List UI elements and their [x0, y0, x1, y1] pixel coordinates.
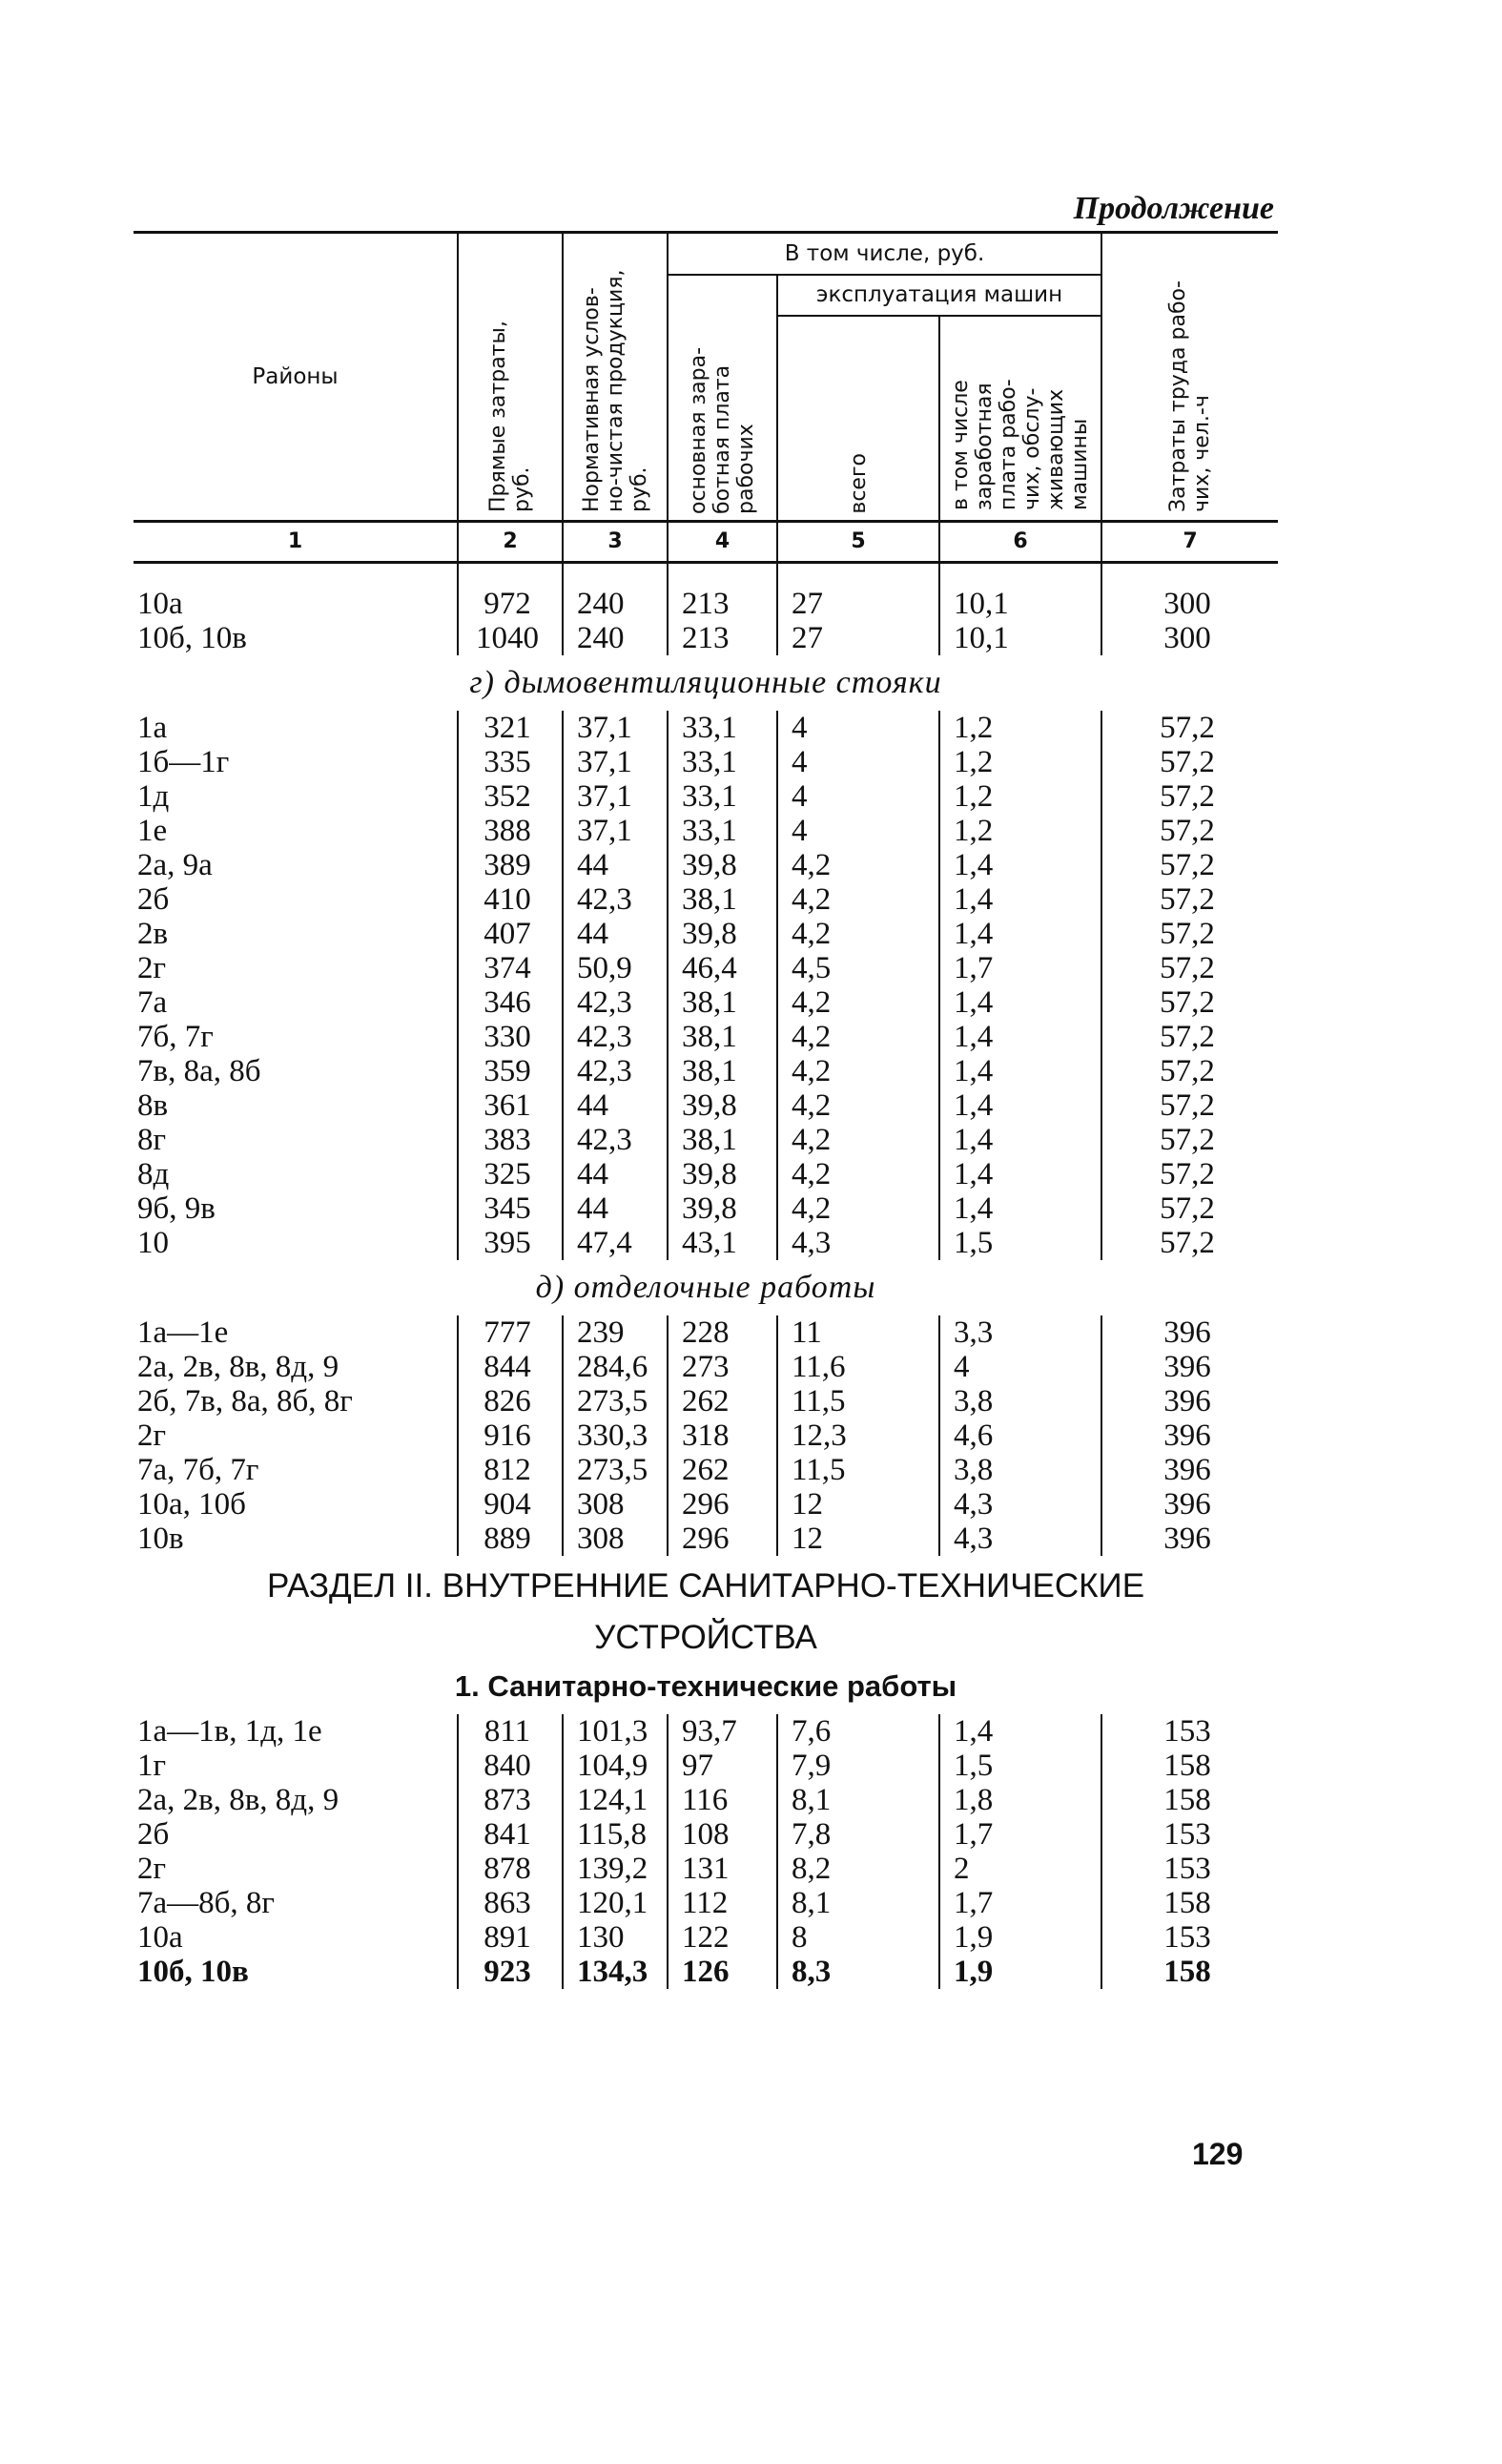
table-row	[134, 1315, 1278, 1350]
value-cell: 158	[1101, 1783, 1278, 1817]
value-cell: 273,5	[563, 1453, 668, 1487]
value-cell: 57,2	[1101, 779, 1278, 814]
value-cell: 396	[1101, 1418, 1278, 1453]
district-cell: 2б	[137, 1817, 170, 1852]
district-cell: 1г	[137, 1749, 167, 1783]
col-number-6: 6	[939, 522, 1101, 563]
district-cell: 1а	[137, 711, 168, 745]
value-cell: 923	[458, 1955, 563, 1989]
value-cell: 325	[458, 1157, 563, 1191]
value-cell: 39,8	[668, 848, 777, 882]
district-cell: 10а	[137, 1920, 183, 1955]
table-row	[134, 711, 1278, 745]
table-row	[134, 985, 1278, 1020]
value-cell: 374	[458, 951, 563, 985]
value-cell: 39,8	[668, 1157, 777, 1191]
value-cell: 57,2	[1101, 882, 1278, 917]
value-cell: 330	[458, 1020, 563, 1054]
value-cell: 42,3	[563, 985, 668, 1020]
table-row	[134, 1852, 1278, 1886]
value-cell: 97	[668, 1749, 777, 1783]
value-cell: 101,3	[563, 1714, 668, 1749]
value-cell: 8,2	[777, 1852, 939, 1886]
value-cell: 7,8	[777, 1817, 939, 1852]
table-row	[134, 1384, 1278, 1418]
value-cell: 1,7	[939, 951, 1101, 985]
district-cell: 10б, 10в	[137, 621, 247, 655]
district-cell: 2а, 2в, 8в, 8д, 9	[137, 1783, 339, 1817]
header-machines-group: эксплуатация машин	[777, 275, 1101, 316]
section-title-line-1: РАЗДЕЛ II. ВНУТРЕННИЕ САНИТАРНО-ТЕХНИЧЕСКИЕ	[266, 1567, 1145, 1605]
table-body	[134, 563, 1278, 1990]
district-cell: 2а, 2в, 8в, 8д, 9	[137, 1350, 339, 1384]
value-cell: 130	[563, 1920, 668, 1955]
table-row	[134, 621, 1278, 655]
value-cell: 116	[668, 1783, 777, 1817]
value-cell: 57,2	[1101, 917, 1278, 951]
value-cell: 44	[563, 1191, 668, 1226]
table-row	[134, 587, 1278, 621]
value-cell: 396	[1101, 1522, 1278, 1556]
value-cell: 4,5	[777, 951, 939, 985]
table-row	[134, 1226, 1278, 1260]
district-cell: 7б, 7г	[137, 1020, 214, 1054]
table-row	[134, 779, 1278, 814]
value-cell: 153	[1101, 1852, 1278, 1886]
value-cell: 213	[668, 587, 777, 621]
value-cell: 12	[777, 1487, 939, 1522]
district-cell: 10а	[137, 587, 183, 621]
value-cell: 346	[458, 985, 563, 1020]
value-cell: 4	[777, 779, 939, 814]
value-cell: 4	[777, 814, 939, 848]
value-cell: 33,1	[668, 711, 777, 745]
value-cell: 228	[668, 1315, 777, 1350]
value-cell: 4,2	[777, 985, 939, 1020]
value-cell: 1,5	[939, 1749, 1101, 1783]
value-cell: 37,1	[563, 814, 668, 848]
table-row	[134, 1749, 1278, 1783]
value-cell: 11,6	[777, 1350, 939, 1384]
table-row	[134, 1817, 1278, 1852]
value-cell: 7,9	[777, 1749, 939, 1783]
value-cell: 1,2	[939, 779, 1101, 814]
value-cell: 4,2	[777, 1157, 939, 1191]
value-cell: 108	[668, 1817, 777, 1852]
value-cell: 1,4	[939, 848, 1101, 882]
value-cell: 139,2	[563, 1852, 668, 1886]
value-cell: 11	[777, 1315, 939, 1350]
value-cell: 44	[563, 917, 668, 951]
value-cell: 12,3	[777, 1418, 939, 1453]
value-cell: 3,8	[939, 1384, 1101, 1418]
value-cell: 4,2	[777, 1020, 939, 1054]
value-cell: 39,8	[668, 917, 777, 951]
value-cell: 153	[1101, 1817, 1278, 1852]
value-cell: 396	[1101, 1453, 1278, 1487]
district-cell: 2г	[137, 1418, 167, 1453]
value-cell: 44	[563, 1088, 668, 1123]
value-cell: 335	[458, 745, 563, 779]
value-cell: 240	[563, 621, 668, 655]
table-row	[134, 1783, 1278, 1817]
continuation-label: Продолжение	[1073, 191, 1274, 226]
value-cell: 352	[458, 779, 563, 814]
district-cell: 10в	[137, 1522, 184, 1556]
cost-table	[134, 231, 1278, 1989]
value-cell: 4	[777, 711, 939, 745]
page-number: 129	[1192, 2137, 1244, 2171]
value-cell: 38,1	[668, 985, 777, 1020]
district-cell: 7а	[137, 985, 168, 1020]
district-cell: 7а—8б, 8г	[137, 1886, 275, 1920]
value-cell: 891	[458, 1920, 563, 1955]
value-cell: 389	[458, 848, 563, 882]
header-norm-output: Нормативная услов- но-чистая продукция, руб.	[563, 233, 668, 522]
district-cell: 2б, 7в, 8а, 8б, 8г	[137, 1384, 353, 1418]
value-cell: 38,1	[668, 1020, 777, 1054]
value-cell: 273	[668, 1350, 777, 1384]
value-cell: 239	[563, 1315, 668, 1350]
col-number-7: 7	[1101, 522, 1278, 563]
value-cell: 4,3	[939, 1487, 1101, 1522]
district-cell: 1а—1в, 1д, 1е	[137, 1714, 322, 1749]
table-row	[134, 1418, 1278, 1453]
value-cell: 37,1	[563, 779, 668, 814]
value-cell: 1,8	[939, 1783, 1101, 1817]
value-cell: 57,2	[1101, 985, 1278, 1020]
value-cell: 1,4	[939, 985, 1101, 1020]
value-cell: 153	[1101, 1920, 1278, 1955]
table-row	[134, 1123, 1278, 1157]
district-cell: 1а—1е	[137, 1315, 229, 1350]
table-row	[134, 814, 1278, 848]
value-cell: 396	[1101, 1487, 1278, 1522]
value-cell: 878	[458, 1852, 563, 1886]
value-cell: 4,2	[777, 1088, 939, 1123]
value-cell: 38,1	[668, 1054, 777, 1088]
value-cell: 1,4	[939, 1714, 1101, 1749]
value-cell: 131	[668, 1852, 777, 1886]
value-cell: 115,8	[563, 1817, 668, 1852]
value-cell: 10,1	[939, 621, 1101, 655]
value-cell: 383	[458, 1123, 563, 1157]
value-cell: 33,1	[668, 814, 777, 848]
value-cell: 4	[939, 1350, 1101, 1384]
district-cell: 9б, 9в	[137, 1191, 216, 1226]
section-heading-d: д) отделочные работы	[535, 1270, 876, 1305]
value-cell: 308	[563, 1522, 668, 1556]
district-cell: 2г	[137, 951, 167, 985]
value-cell: 273,5	[563, 1384, 668, 1418]
value-cell: 308	[563, 1487, 668, 1522]
value-cell: 873	[458, 1783, 563, 1817]
district-cell: 7а, 7б, 7г	[137, 1453, 259, 1487]
header-including-rub: В том числе, руб.	[668, 233, 1101, 276]
value-cell: 10,1	[939, 587, 1101, 621]
value-cell: 122	[668, 1920, 777, 1955]
value-cell: 12	[777, 1522, 939, 1556]
value-cell: 37,1	[563, 745, 668, 779]
table-row	[134, 1487, 1278, 1522]
value-cell: 1,2	[939, 814, 1101, 848]
value-cell: 1,4	[939, 917, 1101, 951]
value-cell: 240	[563, 587, 668, 621]
value-cell: 158	[1101, 1886, 1278, 1920]
value-cell: 1,4	[939, 1123, 1101, 1157]
table-row	[134, 917, 1278, 951]
value-cell: 47,4	[563, 1226, 668, 1260]
header-districts: Районы	[134, 233, 458, 522]
value-cell: 57,2	[1101, 1157, 1278, 1191]
value-cell: 33,1	[668, 779, 777, 814]
table-row	[134, 745, 1278, 779]
table-row	[134, 1088, 1278, 1123]
value-cell: 57,2	[1101, 1020, 1278, 1054]
district-cell: 8в	[137, 1088, 169, 1123]
table-row	[134, 1054, 1278, 1088]
value-cell: 1,4	[939, 1054, 1101, 1088]
value-cell: 1,4	[939, 1088, 1101, 1123]
value-cell: 1,5	[939, 1226, 1101, 1260]
value-cell: 4,2	[777, 882, 939, 917]
value-cell: 359	[458, 1054, 563, 1088]
value-cell: 4,2	[777, 917, 939, 951]
value-cell: 4,2	[777, 1191, 939, 1226]
table-row	[134, 1886, 1278, 1920]
value-cell: 889	[458, 1522, 563, 1556]
value-cell: 37,1	[563, 711, 668, 745]
value-cell: 410	[458, 882, 563, 917]
value-cell: 300	[1101, 587, 1278, 621]
value-cell: 1,7	[939, 1886, 1101, 1920]
value-cell: 134,3	[563, 1955, 668, 1989]
value-cell: 1,9	[939, 1955, 1101, 1989]
value-cell: 296	[668, 1487, 777, 1522]
value-cell: 4,6	[939, 1418, 1101, 1453]
district-cell: 2а, 9а	[137, 848, 213, 882]
header-wage-machines: в том числе заработная плата рабо- чих, обслу- живающих машины	[939, 316, 1101, 522]
value-cell: 3,3	[939, 1315, 1101, 1350]
district-cell: 2г	[137, 1852, 167, 1886]
table-row	[134, 882, 1278, 917]
value-cell: 57,2	[1101, 745, 1278, 779]
district-cell: 10	[137, 1226, 169, 1260]
value-cell: 38,1	[668, 882, 777, 917]
value-cell: 57,2	[1101, 848, 1278, 882]
value-cell: 1040	[458, 621, 563, 655]
value-cell: 42,3	[563, 1054, 668, 1088]
value-cell: 104,9	[563, 1749, 668, 1783]
value-cell: 1,9	[939, 1920, 1101, 1955]
value-cell: 38,1	[668, 1123, 777, 1157]
value-cell: 57,2	[1101, 1123, 1278, 1157]
value-cell: 1,2	[939, 745, 1101, 779]
value-cell: 42,3	[563, 1123, 668, 1157]
value-cell: 39,8	[668, 1088, 777, 1123]
value-cell: 57,2	[1101, 814, 1278, 848]
value-cell: 841	[458, 1817, 563, 1852]
district-cell: 2б	[137, 882, 170, 917]
value-cell: 4,2	[777, 848, 939, 882]
value-cell: 262	[668, 1384, 777, 1418]
value-cell: 904	[458, 1487, 563, 1522]
table-row	[134, 1453, 1278, 1487]
value-cell: 1,4	[939, 1191, 1101, 1226]
value-cell: 396	[1101, 1350, 1278, 1384]
table-row	[134, 951, 1278, 985]
value-cell: 93,7	[668, 1714, 777, 1749]
value-cell: 395	[458, 1226, 563, 1260]
value-cell: 213	[668, 621, 777, 655]
value-cell: 284,6	[563, 1350, 668, 1384]
district-cell: 7в, 8а, 8б	[137, 1054, 261, 1088]
value-cell: 318	[668, 1418, 777, 1453]
value-cell: 1,4	[939, 1020, 1101, 1054]
table-row	[134, 1157, 1278, 1191]
col-number-2: 2	[458, 522, 563, 563]
value-cell: 777	[458, 1315, 563, 1350]
value-cell: 46,4	[668, 951, 777, 985]
value-cell: 153	[1101, 1714, 1278, 1749]
district-cell: 10б, 10в	[137, 1955, 249, 1989]
value-cell: 916	[458, 1418, 563, 1453]
value-cell: 42,3	[563, 1020, 668, 1054]
value-cell: 1,4	[939, 882, 1101, 917]
value-cell: 396	[1101, 1384, 1278, 1418]
value-cell: 27	[777, 587, 939, 621]
col-number-3: 3	[563, 522, 668, 563]
table-row	[134, 1955, 1278, 1989]
value-cell: 407	[458, 917, 563, 951]
value-cell: 4,2	[777, 1054, 939, 1088]
header-total: всего	[777, 316, 939, 522]
value-cell: 1,7	[939, 1817, 1101, 1852]
col-number-4: 4	[668, 522, 777, 563]
value-cell: 57,2	[1101, 1088, 1278, 1123]
value-cell: 300	[1101, 621, 1278, 655]
value-cell: 826	[458, 1384, 563, 1418]
value-cell: 158	[1101, 1749, 1278, 1783]
value-cell: 345	[458, 1191, 563, 1226]
table-row	[134, 1522, 1278, 1556]
table-row	[134, 848, 1278, 882]
value-cell: 8,1	[777, 1886, 939, 1920]
value-cell: 840	[458, 1749, 563, 1783]
value-cell: 262	[668, 1453, 777, 1487]
value-cell: 57,2	[1101, 1226, 1278, 1260]
col-number-5: 5	[777, 522, 939, 563]
value-cell: 126	[668, 1955, 777, 1989]
district-cell: 8д	[137, 1157, 170, 1191]
value-cell: 2	[939, 1852, 1101, 1886]
value-cell: 11,5	[777, 1384, 939, 1418]
district-cell: 1е	[137, 814, 168, 848]
value-cell: 8,3	[777, 1955, 939, 1989]
value-cell: 844	[458, 1350, 563, 1384]
value-cell: 112	[668, 1886, 777, 1920]
district-cell: 8г	[137, 1123, 167, 1157]
value-cell: 3,8	[939, 1453, 1101, 1487]
value-cell: 57,2	[1101, 951, 1278, 985]
table-row	[134, 1191, 1278, 1226]
value-cell: 50,9	[563, 951, 668, 985]
table-row	[134, 1350, 1278, 1384]
header-labor: Затраты труда рабо- чих, чел.-ч	[1101, 233, 1278, 522]
value-cell: 42,3	[563, 882, 668, 917]
value-cell: 57,2	[1101, 1054, 1278, 1088]
value-cell: 296	[668, 1522, 777, 1556]
value-cell: 811	[458, 1714, 563, 1749]
value-cell: 863	[458, 1886, 563, 1920]
value-cell: 812	[458, 1453, 563, 1487]
value-cell: 44	[563, 848, 668, 882]
header-direct-costs: Прямые затраты, руб.	[458, 233, 563, 522]
value-cell: 33,1	[668, 745, 777, 779]
value-cell: 321	[458, 711, 563, 745]
value-cell: 361	[458, 1088, 563, 1123]
value-cell: 27	[777, 621, 939, 655]
value-cell: 57,2	[1101, 711, 1278, 745]
district-cell: 1б—1г	[137, 745, 230, 779]
header-base-wage: основная зара- ботная плата рабочих	[668, 275, 777, 522]
col-number-1: 1	[134, 522, 458, 563]
table-row	[134, 1920, 1278, 1955]
value-cell: 8	[777, 1920, 939, 1955]
subsection-heading: 1. Санитарно-технические работы	[454, 1669, 957, 1703]
value-cell: 124,1	[563, 1783, 668, 1817]
value-cell: 44	[563, 1157, 668, 1191]
district-cell: 1д	[137, 779, 170, 814]
value-cell: 396	[1101, 1315, 1278, 1350]
value-cell: 43,1	[668, 1226, 777, 1260]
value-cell: 8,1	[777, 1783, 939, 1817]
value-cell: 7,6	[777, 1714, 939, 1749]
value-cell: 388	[458, 814, 563, 848]
district-cell: 2в	[137, 917, 169, 951]
page	[134, 191, 1278, 1989]
section-heading-g: г) дымовентиляционные стояки	[469, 665, 942, 700]
value-cell: 4,3	[939, 1522, 1101, 1556]
value-cell: 11,5	[777, 1453, 939, 1487]
value-cell: 4,2	[777, 1123, 939, 1157]
value-cell: 120,1	[563, 1886, 668, 1920]
value-cell: 4	[777, 745, 939, 779]
value-cell: 1,2	[939, 711, 1101, 745]
table-row	[134, 1714, 1278, 1749]
value-cell: 1,4	[939, 1157, 1101, 1191]
section-title-line-2: УСТРОЙСТВА	[594, 1619, 817, 1656]
value-cell: 57,2	[1101, 1191, 1278, 1226]
table-row	[134, 1020, 1278, 1054]
value-cell: 158	[1101, 1955, 1278, 1989]
value-cell: 39,8	[668, 1191, 777, 1226]
value-cell: 972	[458, 587, 563, 621]
district-cell: 10а, 10б	[137, 1487, 246, 1522]
value-cell: 330,3	[563, 1418, 668, 1453]
value-cell: 4,3	[777, 1226, 939, 1260]
